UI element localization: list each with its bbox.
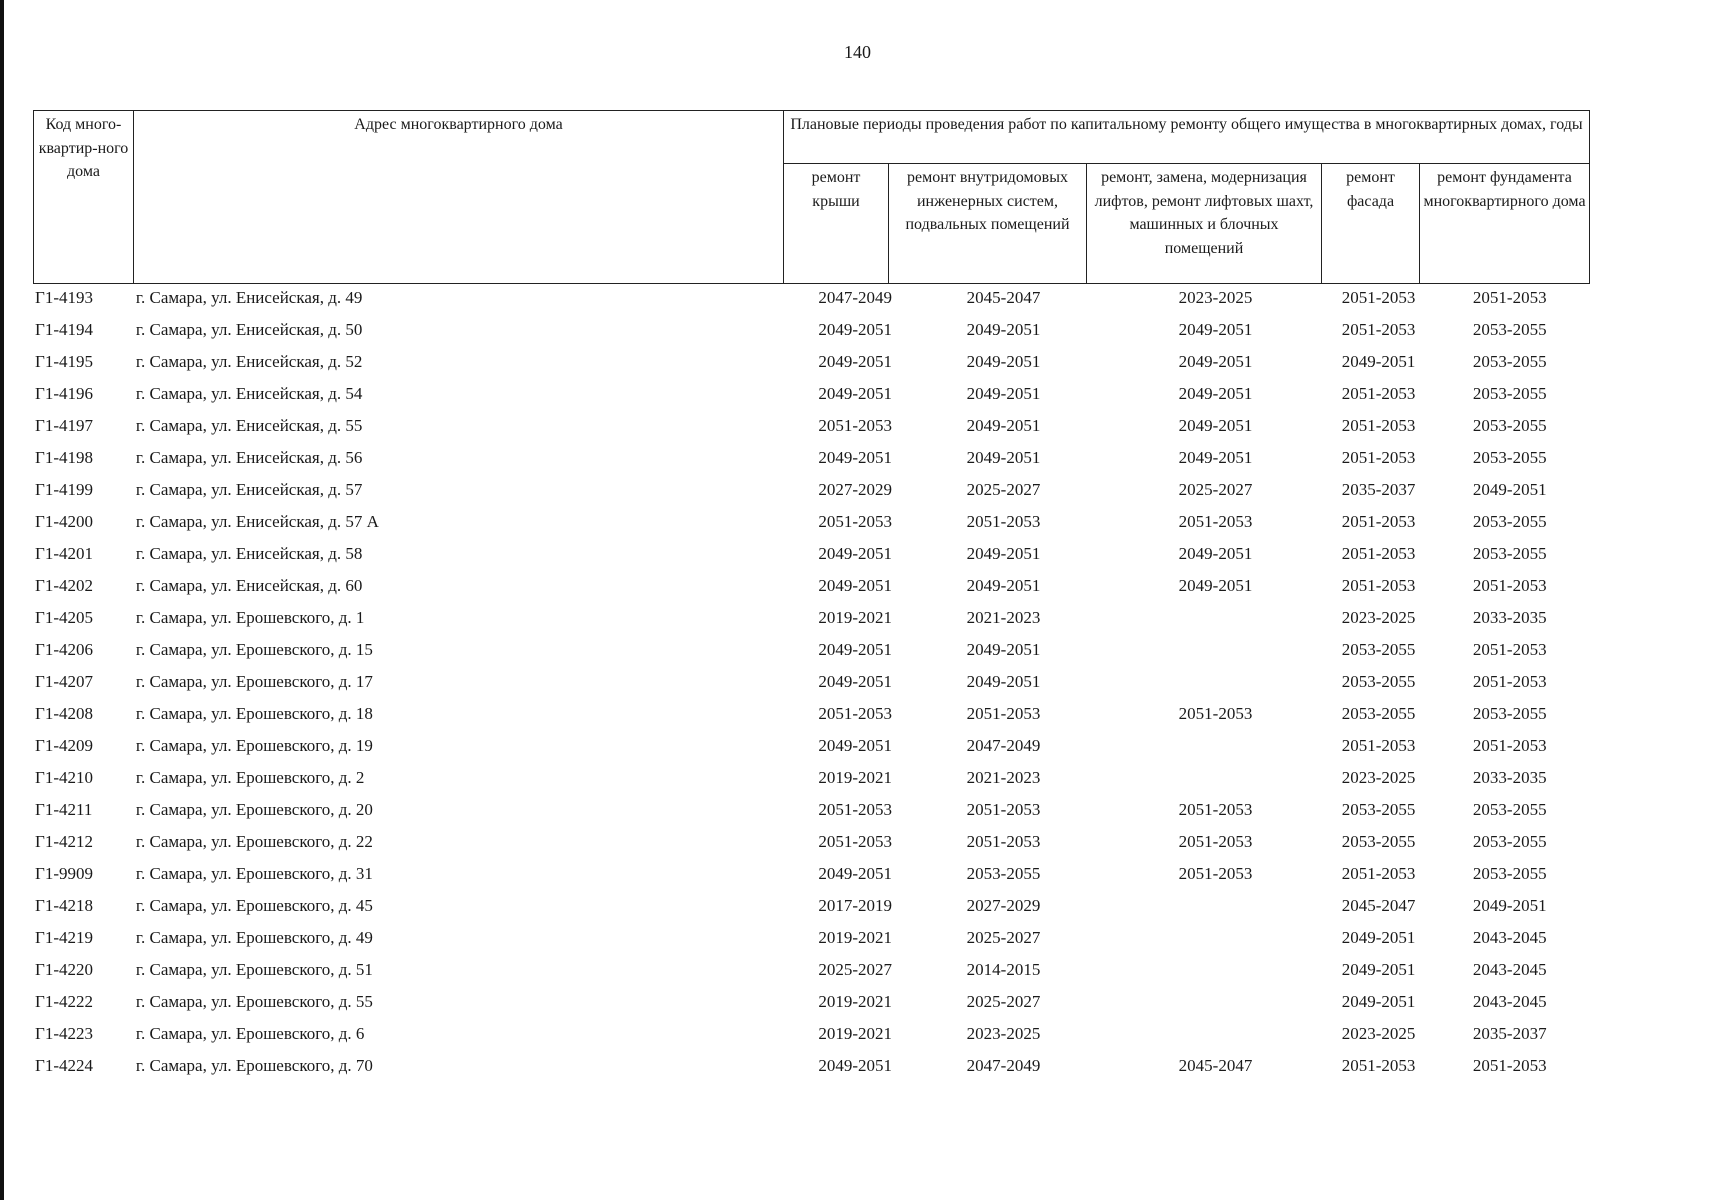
cell-lifts: 2049-2051 xyxy=(1178,448,1253,467)
cell-foundation: 2053-2055 xyxy=(1472,832,1547,851)
cell-roof: 2049-2051 xyxy=(818,448,892,467)
cell-foundation: 2051-2053 xyxy=(1472,576,1547,595)
header-periods: Плановые периоды проведения работ по капитальному ремонту общего имущества в многоквартирных домах, годы xyxy=(784,111,1590,164)
cell-facade: 2053-2055 xyxy=(1341,704,1416,723)
cell-foundation: 2033-2035 xyxy=(1472,768,1547,787)
cell-facade: 2053-2055 xyxy=(1341,800,1416,819)
cell-roof: 2019-2021 xyxy=(818,608,892,627)
cell-roof: 2049-2051 xyxy=(818,544,892,563)
left-edge-rule xyxy=(0,0,4,1200)
cell-engineering: 2047-2049 xyxy=(966,736,1041,755)
cell-facade: 2049-2051 xyxy=(1341,960,1416,979)
cell-code: Г1-4223 xyxy=(35,1024,93,1043)
cell-lifts xyxy=(1100,893,1330,925)
cell-facade: 2051-2053 xyxy=(1341,576,1416,595)
header-facade: ремонт фасада xyxy=(1322,164,1420,284)
cell-lifts: 2049-2051 xyxy=(1178,384,1253,403)
cell-foundation: 2051-2053 xyxy=(1472,288,1547,307)
cell-engineering: 2051-2053 xyxy=(966,704,1041,723)
cell-code: Г1-4202 xyxy=(35,576,93,595)
cell-engineering: 2051-2053 xyxy=(966,832,1041,851)
cell-code: Г1-4199 xyxy=(35,480,93,499)
cell-facade: 2053-2055 xyxy=(1341,640,1416,659)
cell-lifts: 2051-2053 xyxy=(1178,512,1253,531)
cell-address: г. Самара, ул. Ерошевского, д. 51 xyxy=(135,960,373,979)
cell-lifts xyxy=(1100,1021,1330,1053)
cell-code: Г1-9909 xyxy=(35,864,93,883)
cell-facade: 2023-2025 xyxy=(1341,1024,1416,1043)
cell-engineering: 2049-2051 xyxy=(966,672,1041,691)
cell-facade: 2051-2053 xyxy=(1341,288,1416,307)
cell-address: г. Самара, ул. Енисейская, д. 57 А xyxy=(135,512,379,531)
cell-roof: 2027-2029 xyxy=(818,480,892,499)
table-row xyxy=(33,541,1593,573)
cell-roof: 2049-2051 xyxy=(818,576,892,595)
table-row xyxy=(33,285,1593,317)
cell-roof: 2019-2021 xyxy=(818,928,892,947)
table-row xyxy=(33,861,1593,893)
cell-facade: 2023-2025 xyxy=(1341,768,1416,787)
cell-facade: 2051-2053 xyxy=(1341,448,1416,467)
table-row xyxy=(33,1053,1593,1085)
table-row xyxy=(33,413,1593,445)
cell-code: Г1-4222 xyxy=(35,992,93,1011)
cell-roof: 2049-2051 xyxy=(818,352,892,371)
cell-foundation: 2053-2055 xyxy=(1472,704,1547,723)
cell-facade: 2051-2053 xyxy=(1341,1056,1416,1075)
cell-engineering: 2023-2025 xyxy=(966,1024,1041,1043)
cell-lifts: 2049-2051 xyxy=(1178,352,1253,371)
cell-foundation: 2049-2051 xyxy=(1472,480,1547,499)
cell-foundation: 2043-2045 xyxy=(1472,928,1547,947)
cell-code: Г1-4224 xyxy=(35,1056,93,1075)
table-row xyxy=(33,669,1593,701)
cell-lifts: 2023-2025 xyxy=(1178,288,1253,307)
cell-foundation: 2033-2035 xyxy=(1472,608,1547,627)
cell-code: Г1-4218 xyxy=(35,896,93,915)
cell-address: г. Самара, ул. Ерошевского, д. 45 xyxy=(135,896,373,915)
cell-foundation: 2053-2055 xyxy=(1472,448,1547,467)
cell-roof: 2051-2053 xyxy=(818,832,892,851)
table-row xyxy=(33,957,1593,989)
table-row xyxy=(33,989,1593,1021)
cell-engineering: 2045-2047 xyxy=(966,288,1041,307)
cell-address: г. Самара, ул. Ерошевского, д. 31 xyxy=(135,864,373,883)
page-number: 140 xyxy=(844,42,871,62)
cell-engineering: 2049-2051 xyxy=(966,320,1041,339)
cell-code: Г1-4206 xyxy=(35,640,93,659)
cell-engineering: 2027-2029 xyxy=(966,896,1041,915)
cell-foundation: 2053-2055 xyxy=(1472,384,1547,403)
cell-foundation: 2043-2045 xyxy=(1472,992,1547,1011)
cell-foundation: 2043-2045 xyxy=(1472,960,1547,979)
cell-code: Г1-4205 xyxy=(35,608,93,627)
table-row xyxy=(33,381,1593,413)
cell-address: г. Самара, ул. Ерошевского, д. 49 xyxy=(135,928,373,947)
cell-address: г. Самара, ул. Ерошевского, д. 1 xyxy=(135,608,365,627)
cell-engineering: 2049-2051 xyxy=(966,352,1041,371)
cell-address: г. Самара, ул. Ерошевского, д. 6 xyxy=(135,1024,365,1043)
table-row xyxy=(33,605,1593,637)
cell-code: Г1-4198 xyxy=(35,448,93,467)
cell-foundation: 2053-2055 xyxy=(1472,512,1547,531)
cell-code: Г1-4211 xyxy=(35,800,93,819)
cell-engineering: 2049-2051 xyxy=(966,416,1041,435)
table-row xyxy=(33,573,1593,605)
cell-lifts xyxy=(1100,925,1330,957)
cell-foundation: 2053-2055 xyxy=(1472,352,1547,371)
header-foundation: ремонт фундамента многоквартирного дома xyxy=(1420,164,1590,284)
cell-roof: 2047-2049 xyxy=(818,288,892,307)
cell-engineering: 2021-2023 xyxy=(966,608,1041,627)
cell-roof: 2019-2021 xyxy=(818,992,892,1011)
cell-roof: 2049-2051 xyxy=(818,672,892,691)
cell-code: Г1-4194 xyxy=(35,320,93,339)
table-row xyxy=(33,445,1593,477)
cell-facade: 2051-2053 xyxy=(1341,512,1416,531)
cell-foundation: 2053-2055 xyxy=(1472,864,1547,883)
cell-lifts xyxy=(1100,605,1330,637)
cell-foundation: 2053-2055 xyxy=(1472,800,1547,819)
cell-address: г. Самара, ул. Енисейская, д. 54 xyxy=(135,384,363,403)
cell-roof: 2049-2051 xyxy=(818,864,892,883)
table-row xyxy=(33,925,1593,957)
cell-code: Г1-4195 xyxy=(35,352,93,371)
cell-foundation: 2053-2055 xyxy=(1472,320,1547,339)
cell-facade: 2035-2037 xyxy=(1341,480,1416,499)
cell-lifts xyxy=(1100,637,1330,669)
cell-engineering: 2014-2015 xyxy=(966,960,1041,979)
cell-facade: 2051-2053 xyxy=(1341,384,1416,403)
cell-facade: 2053-2055 xyxy=(1341,672,1416,691)
table-row xyxy=(33,509,1593,541)
header-code: Код много-квартир-ного дома xyxy=(34,111,134,284)
cell-address: г. Самара, ул. Енисейская, д. 50 xyxy=(135,320,363,339)
cell-engineering: 2049-2051 xyxy=(966,384,1041,403)
table-row xyxy=(33,1021,1593,1053)
cell-address: г. Самара, ул. Енисейская, д. 49 xyxy=(135,288,363,307)
table-row xyxy=(33,637,1593,669)
cell-engineering: 2049-2051 xyxy=(966,576,1041,595)
cell-roof: 2051-2053 xyxy=(818,416,892,435)
cell-lifts: 2045-2047 xyxy=(1178,1056,1253,1075)
cell-roof: 2019-2021 xyxy=(818,1024,892,1043)
cell-facade: 2023-2025 xyxy=(1341,608,1416,627)
cell-facade: 2049-2051 xyxy=(1341,352,1416,371)
cell-address: г. Самара, ул. Енисейская, д. 57 xyxy=(135,480,363,499)
header-engineering: ремонт внутридомовых инженерных систем, подвальных помещений xyxy=(889,164,1087,284)
table-row xyxy=(33,349,1593,381)
table-body xyxy=(33,285,1593,1085)
cell-roof: 2049-2051 xyxy=(818,1056,892,1075)
cell-address: г. Самара, ул. Ерошевского, д. 20 xyxy=(135,800,373,819)
cell-foundation: 2053-2055 xyxy=(1472,416,1547,435)
table-row xyxy=(33,701,1593,733)
cell-roof: 2019-2021 xyxy=(818,768,892,787)
cell-roof: 2017-2019 xyxy=(818,896,892,915)
cell-code: Г1-4208 xyxy=(35,704,93,723)
cell-lifts: 2051-2053 xyxy=(1178,864,1253,883)
cell-lifts: 2049-2051 xyxy=(1178,544,1253,563)
cell-engineering: 2025-2027 xyxy=(966,992,1041,1011)
cell-roof: 2051-2053 xyxy=(818,800,892,819)
cell-facade: 2051-2053 xyxy=(1341,320,1416,339)
cell-lifts xyxy=(1100,733,1330,765)
cell-roof: 2051-2053 xyxy=(818,704,892,723)
cell-address: г. Самара, ул. Ерошевского, д. 17 xyxy=(135,672,373,691)
table-header xyxy=(33,110,1590,284)
cell-lifts xyxy=(1100,669,1330,701)
cell-code: Г1-4212 xyxy=(35,832,93,851)
cell-engineering: 2051-2053 xyxy=(966,800,1041,819)
cell-engineering: 2047-2049 xyxy=(966,1056,1041,1075)
table-row xyxy=(33,733,1593,765)
cell-engineering: 2051-2053 xyxy=(966,512,1041,531)
cell-code: Г1-4219 xyxy=(35,928,93,947)
cell-facade: 2049-2051 xyxy=(1341,992,1416,1011)
cell-address: г. Самара, ул. Ерошевского, д. 15 xyxy=(135,640,373,659)
cell-facade: 2051-2053 xyxy=(1341,544,1416,563)
cell-facade: 2053-2055 xyxy=(1341,832,1416,851)
cell-address: г. Самара, ул. Ерошевского, д. 18 xyxy=(135,704,373,723)
cell-lifts xyxy=(1100,765,1330,797)
cell-code: Г1-4207 xyxy=(35,672,93,691)
cell-lifts xyxy=(1100,989,1330,1021)
cell-code: Г1-4220 xyxy=(35,960,93,979)
header-lifts: ремонт, замена, модернизация лифтов, ремонт лифтовых шахт, машинных и блочных помещений xyxy=(1087,164,1322,284)
header-roof: ремонт крыши xyxy=(784,164,889,284)
table-row xyxy=(33,829,1593,861)
cell-address: г. Самара, ул. Ерошевского, д. 70 xyxy=(135,1056,373,1075)
cell-address: г. Самара, ул. Енисейская, д. 60 xyxy=(135,576,363,595)
cell-roof: 2049-2051 xyxy=(818,384,892,403)
cell-engineering: 2025-2027 xyxy=(966,928,1041,947)
table-row xyxy=(33,893,1593,925)
cell-foundation: 2049-2051 xyxy=(1472,896,1547,915)
cell-code: Г1-4201 xyxy=(35,544,93,563)
cell-foundation: 2051-2053 xyxy=(1472,672,1547,691)
cell-roof: 2025-2027 xyxy=(818,960,892,979)
cell-address: г. Самара, ул. Енисейская, д. 55 xyxy=(135,416,363,435)
cell-engineering: 2053-2055 xyxy=(966,864,1041,883)
cell-facade: 2051-2053 xyxy=(1341,736,1416,755)
cell-engineering: 2049-2051 xyxy=(966,640,1041,659)
cell-engineering: 2021-2023 xyxy=(966,768,1041,787)
cell-address: г. Самара, ул. Ерошевского, д. 19 xyxy=(135,736,373,755)
cell-roof: 2049-2051 xyxy=(818,640,892,659)
cell-address: г. Самара, ул. Енисейская, д. 52 xyxy=(135,352,363,371)
table-row xyxy=(33,797,1593,829)
cell-roof: 2049-2051 xyxy=(818,320,892,339)
cell-facade: 2051-2053 xyxy=(1341,864,1416,883)
cell-foundation: 2053-2055 xyxy=(1472,544,1547,563)
cell-address: г. Самара, ул. Енисейская, д. 58 xyxy=(135,544,363,563)
cell-lifts: 2051-2053 xyxy=(1178,832,1253,851)
cell-code: Г1-4197 xyxy=(35,416,93,435)
cell-foundation: 2051-2053 xyxy=(1472,640,1547,659)
table-row xyxy=(33,317,1593,349)
cell-roof: 2049-2051 xyxy=(818,736,892,755)
cell-lifts xyxy=(1100,957,1330,989)
cell-lifts: 2051-2053 xyxy=(1178,704,1253,723)
cell-facade: 2049-2051 xyxy=(1341,928,1416,947)
cell-engineering: 2025-2027 xyxy=(966,480,1041,499)
cell-address: г. Самара, ул. Ерошевского, д. 22 xyxy=(135,832,373,851)
cell-engineering: 2049-2051 xyxy=(966,544,1041,563)
cell-address: г. Самара, ул. Ерошевского, д. 2 xyxy=(135,768,365,787)
cell-lifts: 2049-2051 xyxy=(1178,416,1253,435)
cell-foundation: 2051-2053 xyxy=(1472,736,1547,755)
table-row xyxy=(33,765,1593,797)
cell-address: г. Самара, ул. Ерошевского, д. 55 xyxy=(135,992,373,1011)
cell-address: г. Самара, ул. Енисейская, д. 56 xyxy=(135,448,363,467)
cell-engineering: 2049-2051 xyxy=(966,448,1041,467)
cell-code: Г1-4210 xyxy=(35,768,93,787)
cell-foundation: 2051-2053 xyxy=(1472,1056,1547,1075)
cell-facade: 2045-2047 xyxy=(1341,896,1416,915)
cell-roof: 2051-2053 xyxy=(818,512,892,531)
cell-lifts: 2049-2051 xyxy=(1178,320,1253,339)
cell-lifts: 2051-2053 xyxy=(1178,800,1253,819)
cell-code: Г1-4196 xyxy=(35,384,93,403)
cell-code: Г1-4200 xyxy=(35,512,93,531)
cell-code: Г1-4193 xyxy=(35,288,93,307)
cell-code: Г1-4209 xyxy=(35,736,93,755)
cell-facade: 2051-2053 xyxy=(1341,416,1416,435)
cell-lifts: 2049-2051 xyxy=(1178,576,1253,595)
cell-lifts: 2025-2027 xyxy=(1178,480,1253,499)
header-address: Адрес многоквартирного дома xyxy=(134,111,784,284)
table-row xyxy=(33,477,1593,509)
cell-foundation: 2035-2037 xyxy=(1472,1024,1547,1043)
